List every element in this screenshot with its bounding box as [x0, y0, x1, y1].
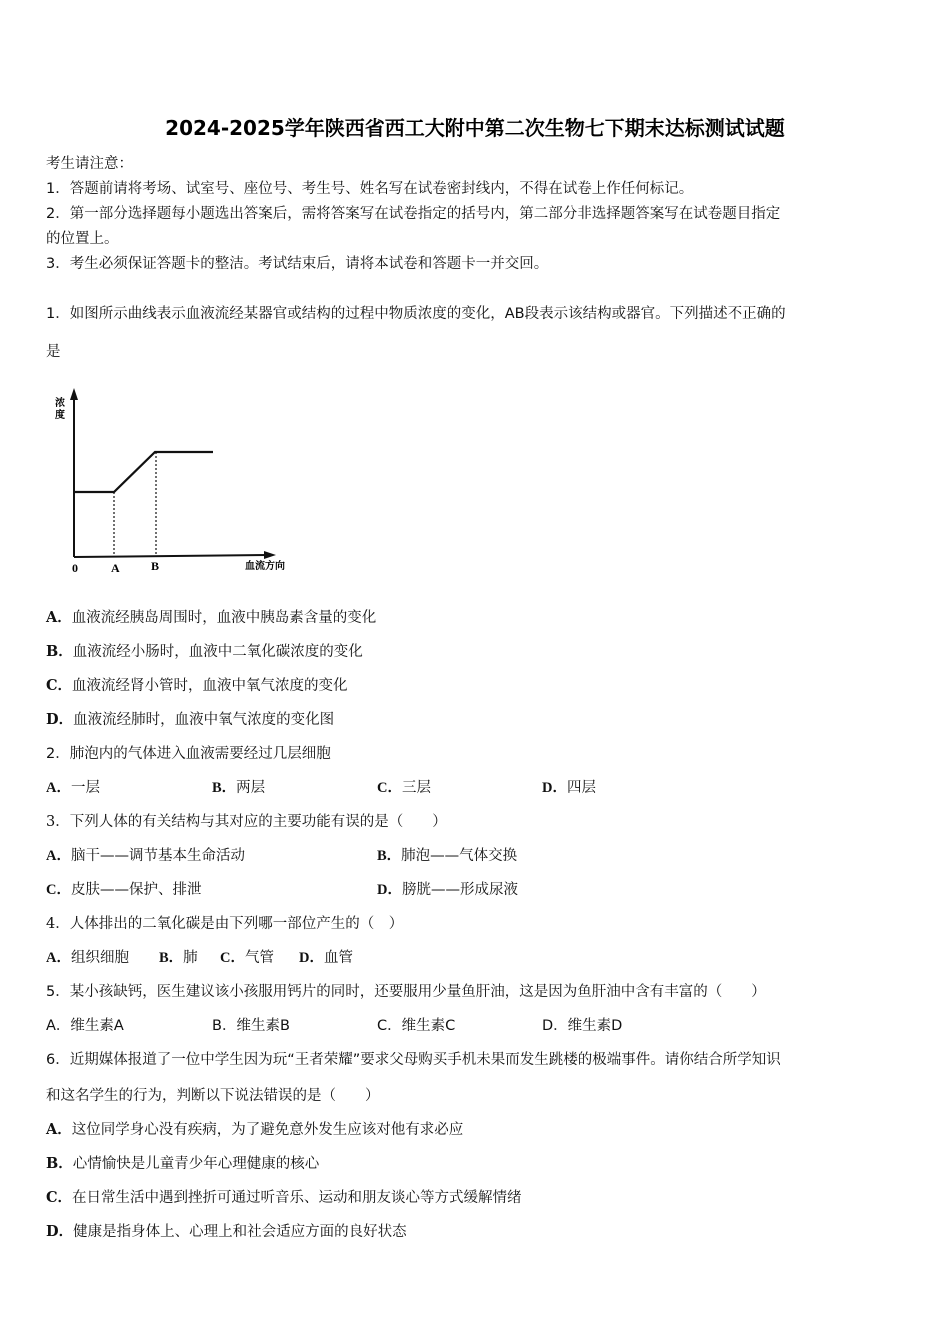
notice-item-2-cont: 的位置上。: [46, 231, 119, 247]
q1-option-b[interactable]: B．血液流经小肠时，血液中二氧化碳浓度的变化: [46, 643, 363, 660]
notice-item-3: 3．考生必须保证答题卡的整洁。考试结束后，请将本试卷和答题卡一并交回。: [46, 256, 549, 272]
question-2-stem: 2．肺泡内的气体进入血液需要经过几层细胞: [46, 746, 331, 762]
notice-heading: 考生请注意：: [46, 156, 133, 172]
question-1-stem-cont: 是: [46, 344, 61, 360]
q1-option-c[interactable]: C．血液流经肾小管时，血液中氧气浓度的变化: [46, 677, 348, 694]
q4-option-c[interactable]: C．气管: [220, 950, 274, 966]
q3-option-c[interactable]: C．皮肤——保护、排泄: [46, 882, 202, 898]
notice-item-2: 2．第一部分选择题每小题选出答案后，需将答案写在试卷指定的括号内，第二部分非选择题答案写在试卷题目指定: [46, 206, 781, 222]
question-1-stem: 1．如图所示曲线表示血液流经某器官或结构的过程中物质浓度的变化，AB段表示该结构或器官。下列描述不正确的: [46, 306, 786, 322]
q2-option-d[interactable]: D．四层: [542, 780, 596, 796]
q4-option-a[interactable]: A．组织细胞: [46, 950, 129, 966]
question-5-stem: 5．某小孩缺钙，医生建议该小孩服用钙片的同时，还要服用少量鱼肝油，这是因为鱼肝油中含有丰富的（ ）: [46, 984, 766, 1000]
x-axis-label: 血流方向: [245, 561, 285, 572]
page-title: 2024-2025学年陕西省西工大附中第二次生物七下期末达标测试试题: [165, 116, 785, 140]
tick-B: B: [151, 559, 160, 573]
q2-option-b[interactable]: B．两层: [212, 780, 266, 796]
q1-option-a[interactable]: A．血液流经胰岛周围时，血液中胰岛素含量的变化: [46, 609, 377, 626]
q3-options-row-2: [46, 878, 916, 898]
question-6-stem: 6．近期媒体报道了一位中学生因为玩“王者荣耀”要求父母购买手机未果而发生跳楼的极端事件。请你结合所学知识: [46, 1052, 781, 1068]
q3-options-row-1: [46, 844, 916, 864]
tick-0: 0: [72, 561, 78, 575]
q5-option-c[interactable]: C．维生素C: [377, 1018, 456, 1034]
q3-option-b[interactable]: B．肺泡——气体交换: [377, 848, 518, 864]
q6-option-d[interactable]: D．健康是指身体上、心理上和社会适应方面的良好状态: [46, 1223, 407, 1240]
y-axis-label-1: 浓: [55, 398, 65, 409]
q4-options: [46, 946, 466, 966]
q3-option-a[interactable]: A．脑干——调节基本生命活动: [46, 848, 245, 864]
x-axis-arrow-icon: [264, 551, 276, 559]
q5-option-d[interactable]: D．维生素D: [542, 1018, 623, 1034]
q3-option-d[interactable]: D．膀胱——形成尿液: [377, 882, 518, 898]
q2-options: [46, 776, 916, 796]
q5-option-a[interactable]: A．维生素A: [46, 1018, 124, 1034]
q6-option-a[interactable]: A．这位同学身心没有疾病，为了避免意外发生应该对他有求必应: [46, 1121, 464, 1138]
question-4-stem: 4．人体排出的二氧化碳是由下列哪一部位产生的（ ）: [46, 916, 404, 932]
q4-option-b[interactable]: B．肺: [159, 950, 198, 966]
tick-A: A: [111, 561, 120, 575]
q6-option-c[interactable]: C．在日常生活中遇到挫折可通过听音乐、运动和朋友谈心等方式缓解情绪: [46, 1189, 522, 1206]
q6-option-b[interactable]: B．心情愉快是儿童青少年心理健康的核心: [46, 1155, 320, 1172]
q5-option-b[interactable]: B．维生素B: [212, 1018, 290, 1034]
q2-option-a[interactable]: A．一层: [46, 780, 100, 796]
y-axis-label-2: 度: [55, 410, 65, 421]
q1-option-d[interactable]: D．血液流经肺时，血液中氧气浓度的变化图: [46, 711, 335, 728]
question-6-stem-cont: 和这名学生的行为，判断以下说法错误的是（ ）: [46, 1088, 380, 1104]
y-axis-arrow-icon: [70, 388, 78, 400]
q2-option-c[interactable]: C．三层: [377, 780, 431, 796]
question-3-stem: 3．下列人体的有关结构与其对应的主要功能有误的是（ ）: [46, 814, 447, 830]
notice-item-1: 1．答题前请将考场、试室号、座位号、考生号、姓名写在试卷密封线内，不得在试卷上作任何标记。: [46, 181, 694, 197]
q5-options: [46, 1014, 916, 1034]
concentration-graph: [40, 380, 310, 580]
q4-option-d[interactable]: D．血管: [299, 950, 353, 966]
